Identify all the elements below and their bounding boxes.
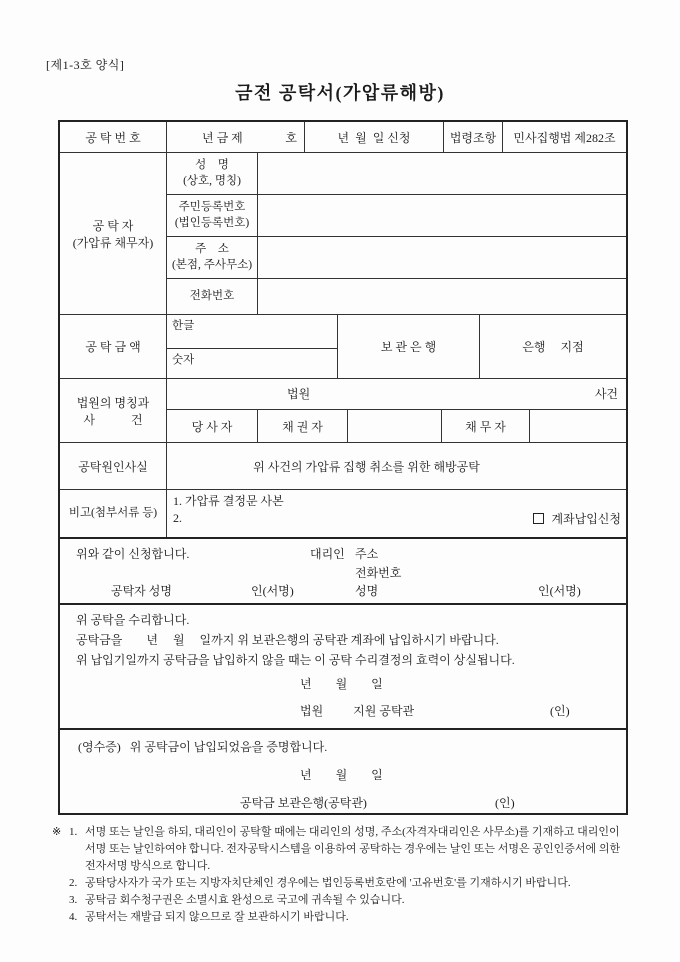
note-item-1: [69, 824, 630, 875]
statute-label: 법령조항: [444, 122, 503, 152]
note-text: 공탁서는 재발급 되지 않으므로 잘 보관하시기 바랍니다.: [85, 911, 349, 923]
acceptance-section: [60, 605, 626, 730]
cause-section: [60, 443, 626, 490]
depositor-label: [60, 153, 167, 314]
depositor-section: [60, 153, 626, 315]
depositor-label-line2: (가압류 채무자): [72, 235, 154, 250]
statute-value: 민사집행법 제282조: [513, 130, 616, 145]
amount-number-label: 숫자: [172, 354, 195, 366]
depositor-sign-name-label: 공탁자 성명: [111, 584, 172, 598]
acceptance-line3: 위 납입기일까지 공탁금을 납입하지 않을 때는 이 공탁 수리결정의 효력이 상실됩니다.: [76, 653, 515, 667]
court-name-field[interactable]: [167, 379, 626, 410]
receipt-line1: (영수증) 위 공탁금이 납입되었음을 증명합니다.: [78, 740, 328, 754]
bank-branch-field[interactable]: 은행 지점: [522, 340, 584, 354]
acceptance-line1: 위 공탁을 수리합니다.: [76, 613, 190, 627]
acceptance-line2: 공탁금을 년 월 일까지 위 보관은행의 공탁관 계좌에 납입하시기 바랍니다.: [76, 633, 499, 647]
note-text: 공탁금 회수청구권은 소멸시효 완성으로 국고에 귀속될 수 있습니다.: [85, 894, 405, 906]
acceptance-officer-line: 법원 지원 공탁관: [300, 704, 415, 718]
creditor-label: 채 권 자: [258, 410, 348, 442]
court-section: [60, 379, 626, 443]
note-item-2: [69, 875, 630, 892]
debtor-label: 채 무 자: [442, 410, 530, 442]
amount-hangul-label: 한글: [172, 320, 195, 332]
bank-label: 보 관 은 행: [338, 315, 480, 378]
attachment-item-2[interactable]: 2.: [173, 511, 182, 525]
attachment-item-1: 1. 가압류 결정문 사본: [173, 494, 284, 508]
deposit-form-table: [58, 120, 628, 815]
note-number: 3.: [69, 894, 78, 906]
receipt-bank-line: 공탁금 보관은행(공탁관): [240, 796, 367, 810]
account-deposit-checkbox-label: 계좌납입신청: [551, 512, 621, 526]
deposit-number-suffix: 호: [285, 130, 297, 145]
note-item-4: [69, 909, 630, 926]
depositor-phone-field[interactable]: [258, 279, 626, 314]
footer-notes: [52, 824, 630, 926]
debtor-name-field[interactable]: [530, 410, 626, 442]
court-section-label: [60, 379, 167, 442]
depositor-phone-label: 전화번호: [167, 279, 258, 314]
notes-marker: ※: [52, 826, 62, 838]
amount-hangul-field[interactable]: [167, 315, 338, 349]
note-item-3: [69, 892, 630, 909]
agent-label: 대리인: [310, 547, 345, 561]
deposit-number-prefix: 년 금 제: [202, 130, 243, 145]
agent-sign-name-label: 성명: [355, 584, 379, 598]
depositor-name-label: 성 명 (상호, 명칭): [167, 153, 258, 194]
creditor-name-field[interactable]: [348, 410, 442, 442]
acceptance-seal-label: (인): [550, 704, 570, 718]
form-number-label: [제1-3호 양식]: [46, 58, 125, 72]
court-section-label-line2: 사 건: [83, 412, 143, 427]
note-number: 4.: [69, 911, 78, 923]
depositor-name-field[interactable]: [258, 153, 626, 194]
remarks-content: [167, 490, 626, 537]
application-section: [60, 539, 626, 605]
remarks-section: [60, 490, 626, 539]
depositor-seal-label: 인(서명): [251, 584, 294, 598]
case-label: 사건: [594, 387, 618, 401]
agent-seal-label: 인(서명): [538, 584, 581, 598]
depositor-regno-label: 주민등록번호 (법인등록번호): [167, 195, 258, 236]
note-text: 서명 또는 날인을 하되, 대리인이 공탁할 때에는 대리인의 성명, 주소(자격자대리인은 사무소)를 기재하고 대리인이 서명 또는 날인하여야 합니다. 전자공탁시스템을 이용하여 공탁하는 경우에는 날인 또는 서명은 공인인증서에 의한 전자서명 방식으로 합니다.: [85, 826, 621, 872]
court-label: 법원: [287, 387, 311, 401]
note-number: 1.: [69, 826, 78, 838]
cause-value: 위 사건의 가압류 집행 취소를 위한 해방공탁: [253, 459, 480, 474]
receipt-seal-label: (인): [495, 796, 515, 810]
agent-address-label: 주소: [355, 547, 379, 561]
acceptance-date-line: 년 월 일: [300, 677, 383, 691]
note-text: 공탁당사자가 국가 또는 지방자치단체인 경우에는 법인등록번호란에 '고유번호'를 기재하시기 바랍니다.: [85, 877, 571, 889]
amount-number-field[interactable]: [167, 349, 338, 378]
receipt-date-line: 년 월 일: [300, 768, 383, 782]
application-statement: 위와 같이 신청합니다.: [76, 547, 190, 561]
depositor-label-line1: 공 탁 자: [92, 218, 134, 233]
note-number: 2.: [69, 877, 78, 889]
header-row: [60, 122, 626, 153]
remarks-label: 비고(첨부서류 등): [60, 490, 167, 537]
account-deposit-checkbox[interactable]: [533, 510, 621, 527]
deposit-number-field[interactable]: [167, 122, 305, 152]
amount-label: 공 탁 금 액: [60, 315, 167, 378]
agent-phone-label: 전화번호: [355, 566, 402, 580]
amount-section: [60, 315, 626, 379]
checkbox-icon: [533, 513, 544, 524]
cause-label: 공탁원인사실: [60, 443, 167, 489]
depositor-regno-field[interactable]: [258, 195, 626, 236]
application-date-field[interactable]: 년 월 일 신청: [305, 122, 444, 152]
page-title: 금전 공탁서(가압류해방): [235, 83, 445, 103]
depositor-address-label: 주 소 (본점, 주사무소): [167, 237, 258, 278]
depositor-address-field[interactable]: [258, 237, 626, 278]
receipt-section: [60, 730, 626, 814]
court-section-label-line1: 법원의 명칭과: [76, 395, 150, 410]
party-label: 당 사 자: [167, 410, 258, 442]
deposit-number-label: 공 탁 번 호: [60, 122, 167, 152]
